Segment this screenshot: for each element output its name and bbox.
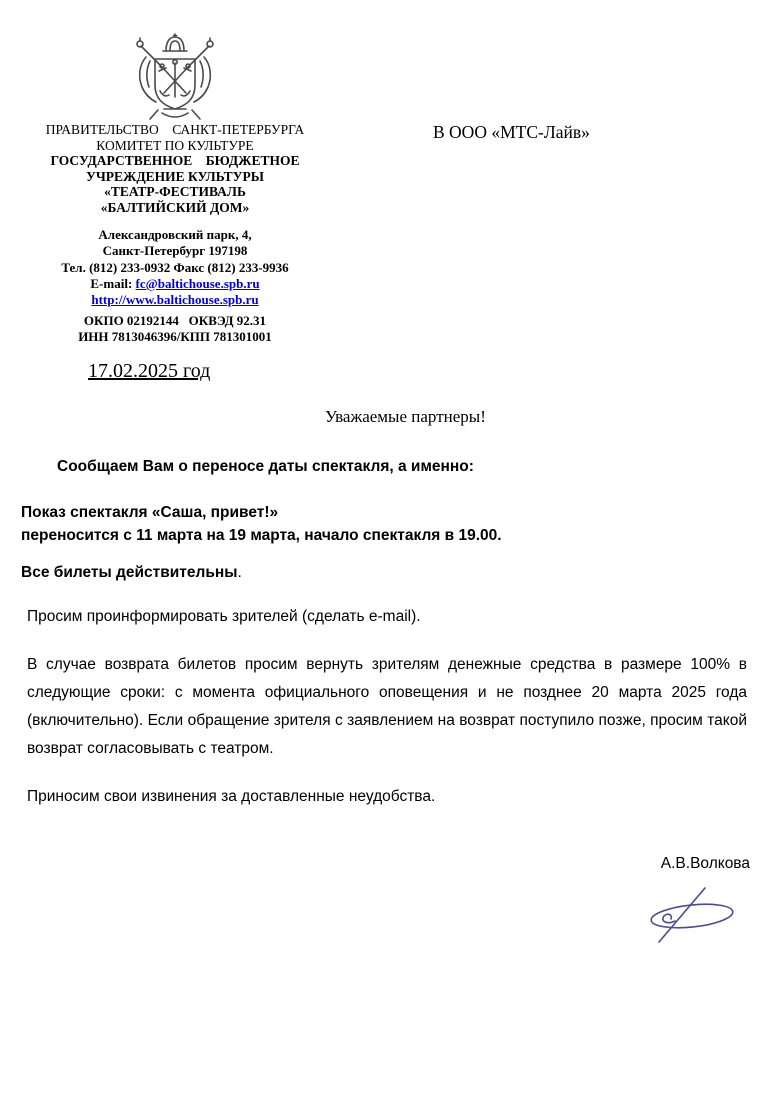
inn-kpp-line: ИНН 7813046396/КПП 781301001 — [78, 329, 272, 345]
letterhead-org-block — [30, 122, 320, 216]
letterhead-address-block — [30, 227, 320, 308]
address-line-2: Санкт-Петербург 197198 — [102, 243, 248, 259]
apology-line: Приносим свои извинения за доставленные неудобства. — [27, 788, 436, 805]
website-line — [30, 292, 320, 308]
org-name-line-4: «БАЛТИЙСКИЙ ДОМ» — [100, 199, 250, 215]
email-label: E-mail: — [90, 275, 136, 291]
letter-date: 17.02.2025 год — [88, 360, 211, 382]
tickets-valid-text: Все билеты действительны — [21, 564, 238, 581]
org-name-line-1: ГОСУДАРСТВЕННОЕ БЮДЖЕТНОЕ — [50, 153, 300, 169]
tickets-valid-period: . — [237, 564, 242, 581]
announcement-line-2: переносится с 11 марта на 19 марта, начало спектакля в 19.00. — [21, 526, 502, 544]
handwritten-signature — [637, 884, 745, 948]
email-link[interactable]: fc@baltichouse.spb.ru — [135, 275, 260, 291]
refund-paragraph: В случае возврата билетов просим вернуть зрителям денежные средства в размере 100% в следующие сроки: с момента официального оповещения и не позднее 20 марта 2025 года (включительно). Если обращение зрителя с заявлением на возврат поступило позже, просим такой возврат согласовывать с театром. — [27, 656, 747, 757]
email-line — [30, 276, 320, 292]
phone-fax-line: Тел. (812) 233-0932 Факс (812) 233-9936 — [61, 259, 289, 275]
government-line-1: ПРАВИТЕЛЬСТВО САНКТ-ПЕТЕРБУРГА — [45, 122, 305, 137]
address-line-1: Александровский парк, 4, — [98, 227, 252, 242]
body-intro-line: Сообщаем Вам о переносе даты спектакля, а именно: — [57, 458, 474, 475]
okpo-okved-line: ОКПО 02192144 ОКВЭД 92.31 — [83, 313, 267, 328]
announcement-line-1: Показ спектакля «Саша, привет!» — [21, 504, 279, 521]
inform-viewers-line: Просим проинформировать зрителей (сделать e-mail). — [27, 608, 421, 625]
government-line-2: КОМИТЕТ ПО КУЛЬТУРЕ — [96, 137, 254, 153]
org-name-line-2: УЧРЕЖДЕНИЕ КУЛЬТУРЫ — [85, 168, 265, 184]
salutation: Уважаемые партнеры! — [325, 407, 486, 426]
tickets-valid-line — [21, 562, 242, 583]
recipient-line: В ООО «МТС-Лайв» — [433, 122, 590, 142]
org-name-line-3: «ТЕАТР-ФЕСТИВАЛЬ — [104, 184, 246, 200]
letterhead-codes-block — [30, 313, 320, 346]
website-link[interactable]: http://www.baltichouse.spb.ru — [91, 292, 259, 308]
st-petersburg-coat-of-arms-icon — [106, 33, 244, 121]
body-announcement — [21, 502, 502, 547]
signer-name: А.В.Волкова — [660, 855, 750, 872]
